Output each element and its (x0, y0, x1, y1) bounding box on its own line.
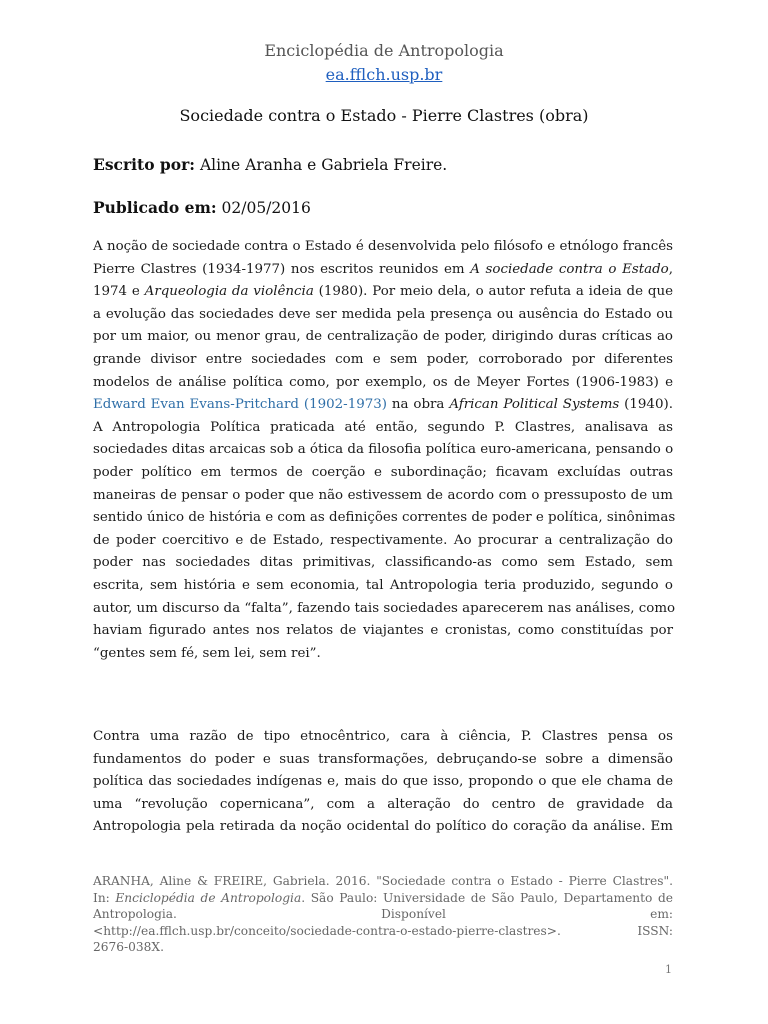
encyclopedia-name: Enciclopédia de Antropologia (115, 890, 302, 905)
paragraph-line: sociedades ditas arcaicas sob a ótica da filosofia política euro-americana, pensando o (93, 442, 674, 458)
site-link[interactable]: ea.fflch.usp.br (325, 65, 443, 84)
paragraph-line: Pierre Clastres (1934-1977) nos escritos reunidos em A sociedade contra o Estado, (93, 261, 673, 277)
citation-footer (93, 873, 673, 956)
site-link-container (0, 64, 768, 86)
paragraph-line: uma “revolução copernicana”, com a alteração do centro de gravidade da (93, 796, 673, 812)
encyclopedia-title: Enciclopédia de Antropologia (264, 41, 504, 60)
paragraph-line: sentido único de história e com as definições correntes de poder e política, sinônimas (93, 510, 676, 526)
paragraph-line: a evolução das sociedades deve ser medida pela presença ou ausência do Estado ou (93, 306, 673, 322)
author-value: Aline Aranha e Gabriela Freire. (199, 156, 448, 174)
date-value: 02/05/2016 (221, 199, 311, 217)
page-number: 1 (665, 963, 672, 976)
paragraph-line: Antropologia pela retirada da noção ocidental do político do coração da análise. Em (93, 819, 673, 835)
paragraph-line: A Antropologia Política praticada até então, segundo P. Clastres, analisava as (93, 419, 673, 435)
paragraph-line: A noção de sociedade contra o Estado é desenvolvida pelo filósofo e etnólogo francês (93, 239, 673, 254)
citation-line: 2676-038X. (93, 940, 164, 954)
author-label: Escrito por: (93, 155, 195, 174)
book-title: A sociedade contra o Estado (470, 261, 669, 277)
paragraph-line: Contra uma razão de tipo etnocêntrico, cara à ciência, P. Clastres pensa os (93, 729, 673, 744)
page-title: Sociedade contra o Estado - Pierre Clastres (obra) (179, 106, 589, 125)
paragraph-line: fundamentos do poder e suas transformações, debruçando-se sobre a dimensão (93, 751, 673, 767)
date-line (93, 197, 311, 219)
paragraph-1 (93, 236, 676, 665)
author-line (93, 154, 447, 176)
date-label: Publicado em: (93, 198, 217, 217)
paragraph-line: escrita, sem história e sem economia, tal Antropologia teria produzido, segundo o (93, 577, 673, 593)
book-title: African Political Systems (449, 397, 620, 413)
paragraph-line: poder político em termos de coerção e subordinação; ficavam excluídas outras (93, 464, 673, 480)
paragraph-2 (93, 726, 673, 839)
evans-pritchard-link[interactable]: Edward Evan Evans-Pritchard (1902-1973) (93, 397, 388, 413)
paragraph-line: Edward Evan Evans-Pritchard (1902-1973) na obra African Political Systems (1940). (93, 397, 673, 413)
book-title: Arqueologia da violência (144, 284, 314, 300)
paragraph-line: 1974 e Arqueologia da violência (1980). Por meio dela, o autor refuta a ideia de que (93, 284, 673, 300)
paragraph-line: poder nas sociedades ditas primitivas, classificando-as como sem Estado, sem (93, 555, 673, 571)
paragraph-line: haviam figurado antes nos relatos de viajantes e cronistas, como constituídas por (93, 623, 673, 639)
paragraph-line: grande divisor entre sociedades com e sem poder, corroborado por diferentes (93, 351, 673, 367)
paragraph-line: modelos de análise política como, por exemplo, os de Meyer Fortes (1906-1983) e (93, 374, 673, 390)
paragraph-line: autor, um discurso da “falta”, fazendo tais sociedades aparecerem nas análises, como (93, 600, 676, 616)
citation-line: ARANHA, Aline & FREIRE, Gabriela. 2016. "Sociedade contra o Estado - Pierre Clastres". (93, 874, 673, 888)
citation-line: <http://ea.fflch.usp.br/conceito/sociedade-contra-o-estado-pierre-clastres>. ISSN: (93, 923, 673, 938)
paragraph-line: por um maior, ou menor grau, de centralização de poder, dirigindo duras críticas ao (93, 329, 673, 345)
citation-line: In: Enciclopédia de Antropologia. São Paulo: Universidade de São Paulo, Departamento de (93, 890, 674, 905)
paragraph-line: política das sociedades indígenas e, mais do que isso, propondo o que ele chama de (93, 774, 673, 790)
citation-line: Antropologia. Disponível em: (93, 907, 674, 921)
paragraph-line: maneiras de pensar o poder que não estivessem de acordo com o pressuposto de um (93, 487, 673, 503)
citation-url: <http://ea.fflch.usp.br/conceito/sociedade-contra-o-estado-pierre-clastres>. (93, 923, 561, 938)
paragraph-line: de poder coercitivo e de Estado, respectivamente. Ao procurar a centralização do (93, 532, 673, 548)
paragraph-line: “gentes sem fé, sem lei, sem rei”. (93, 645, 321, 661)
